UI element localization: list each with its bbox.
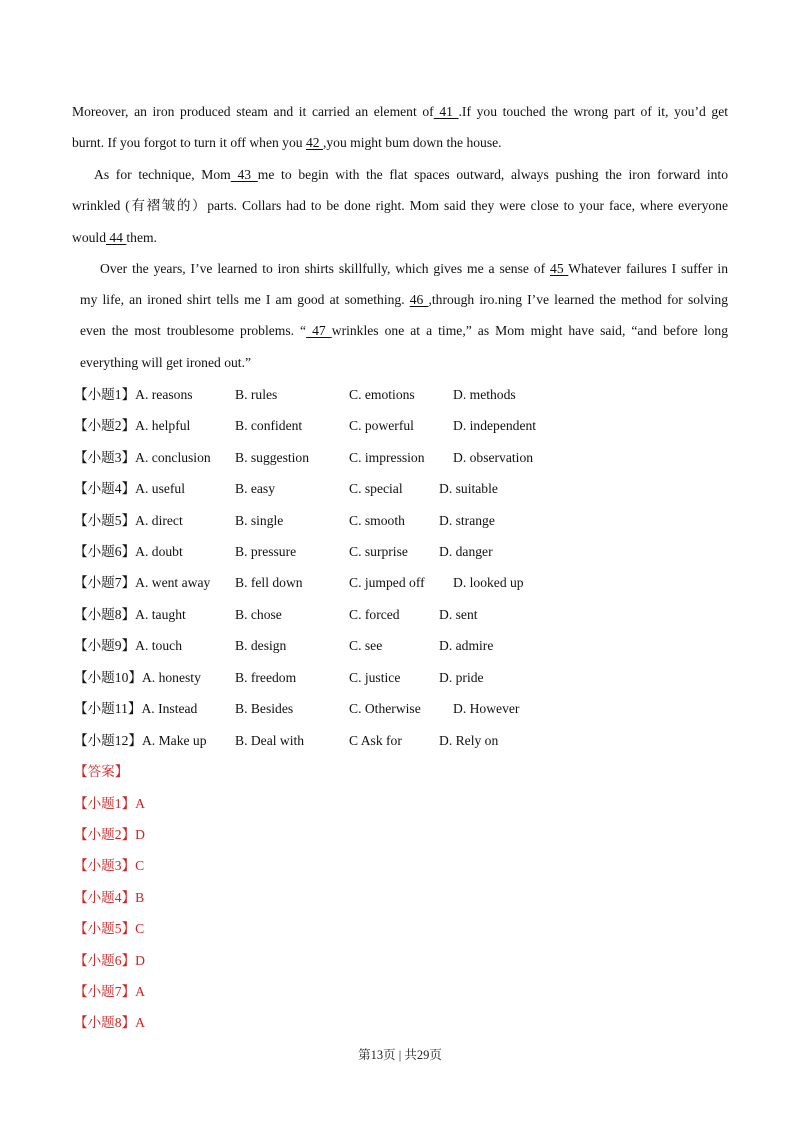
question-option-c: C. impression (349, 450, 425, 465)
answer-item: 【小题4】B (74, 890, 145, 905)
answer-item: 【小题7】A (74, 984, 145, 999)
question-option-b: B. Deal with (235, 733, 305, 748)
question-option-a: 【小题6】A. doubt (74, 544, 183, 559)
question-option-b: B. single (235, 513, 284, 528)
passage-text: wrinkled (有褶皱的）parts. Collars had to be done right. Mom said they were close to your face, where everyone (72, 198, 728, 213)
question-option-a: 【小题8】A. taught (74, 607, 186, 622)
passage-text: would (72, 230, 106, 245)
page-number: 第13页 | 共29页 (358, 1048, 442, 1062)
passage-text: Whatever failures I suffer in (568, 261, 728, 276)
answer-item: 【小题5】C (74, 921, 145, 936)
question-option-c: C. forced (349, 607, 400, 622)
question-option-a: 【小题2】A. helpful (74, 418, 191, 433)
passage-line-3 (94, 165, 728, 185)
question-option-c: C. jumped off (349, 575, 425, 590)
passage-line-5 (72, 228, 157, 248)
question-option-a: 【小题10】A. honesty (74, 670, 201, 685)
question-option-c: C. emotions (349, 387, 415, 402)
question-option-c: C. special (349, 481, 403, 496)
passage-text: everything will get ironed out.” (80, 355, 252, 370)
blank-47: 47 (306, 323, 332, 338)
question-option-c: C. powerful (349, 418, 414, 433)
question-option-a: 【小题1】A. reasons (74, 387, 193, 402)
passage-text: even the most troublesome problems. “ (80, 323, 307, 338)
answer-item: 【小题1】A (74, 796, 145, 811)
passage-line-9 (80, 353, 251, 373)
passage-line-1 (72, 102, 728, 122)
passage-text: ,you might bum down the house. (322, 135, 502, 150)
question-option-d: D. sent (439, 607, 478, 622)
passage-line-6 (100, 259, 728, 279)
passage-line-8 (80, 321, 728, 341)
passage-text: wrinkles one at a time,” as Mom might have said, “and before long (331, 323, 729, 338)
question-option-d: D. danger (439, 544, 493, 559)
passage-text: Moreover, an iron produced steam and it carried an element of (72, 104, 434, 119)
passage-text: ,through iro.ning I’ve learned the method for solving (428, 292, 728, 307)
question-option-d: D. pride (439, 670, 484, 685)
question-option-a: 【小题4】A. useful (74, 481, 186, 496)
question-option-c: C. surprise (349, 544, 408, 559)
question-option-c: C. justice (349, 670, 401, 685)
passage-line-2 (72, 133, 502, 153)
question-option-a: 【小题9】A. touch (74, 638, 182, 653)
passage-text: burnt. If you forgot to turn it off when you (72, 135, 306, 150)
question-option-d: D. observation (453, 450, 534, 465)
blank-42: 42 (305, 135, 323, 150)
question-option-b: B. suggestion (235, 450, 310, 465)
passage-text: my life, an ironed shirt tells me I am good at something. (80, 292, 410, 307)
answer-item: 【小题3】C (74, 858, 145, 873)
question-option-d: D. Rely on (439, 733, 499, 748)
question-option-c: C. Otherwise (349, 701, 421, 716)
blank-46: 46 (409, 292, 429, 307)
passage-line-4 (72, 196, 728, 216)
question-option-a: 【小题3】A. conclusion (74, 450, 211, 465)
question-option-b: B. rules (235, 387, 278, 402)
blank-41: 41 (433, 104, 459, 119)
question-option-d: D. looked up (453, 575, 524, 590)
answer-item: 【小题6】D (74, 953, 145, 968)
question-option-c: C. see (349, 638, 383, 653)
question-option-a: 【小题7】A. went away (74, 575, 211, 590)
question-option-b: B. confident (235, 418, 303, 433)
question-option-d: D. strange (439, 513, 495, 528)
passage-text: As for technique, Mom (94, 167, 231, 182)
blank-43: 43 (230, 167, 258, 182)
question-option-d: D. suitable (439, 481, 498, 496)
question-option-b: B. Besides (235, 701, 294, 716)
passage-line-7 (80, 290, 728, 310)
question-option-a: 【小题5】A. direct (74, 513, 183, 528)
question-option-d: D. However (453, 701, 520, 716)
passage-text: me to begin with the flat spaces outward, always pushing the iron forward into (257, 167, 728, 182)
question-option-c: C Ask for (349, 733, 402, 748)
passage-text: .If you touched the wrong part of it, you’d get (458, 104, 728, 119)
question-option-a: 【小题11】A. Instead (74, 701, 198, 716)
question-option-b: B. freedom (235, 670, 297, 685)
question-option-c: C. smooth (349, 513, 405, 528)
question-option-b: B. pressure (235, 544, 297, 559)
question-option-d: D. methods (453, 387, 516, 402)
question-option-d: D. admire (439, 638, 494, 653)
question-option-b: B. easy (235, 481, 276, 496)
answer-item: 【小题2】D (74, 827, 145, 842)
question-option-b: B. fell down (235, 575, 303, 590)
blank-44: 44 (105, 230, 127, 245)
question-option-b: B. design (235, 638, 287, 653)
passage-text: them. (126, 230, 157, 245)
question-option-a: 【小题12】A. Make up (74, 733, 207, 748)
question-option-b: B. chose (235, 607, 282, 622)
blank-45: 45 (550, 261, 569, 276)
question-option-d: D. independent (453, 418, 537, 433)
answer-heading: 【答案】 (74, 764, 129, 779)
answer-item: 【小题8】A (74, 1015, 145, 1030)
passage-text: Over the years, I’ve learned to iron shirts skillfully, which gives me a sense of (100, 261, 551, 276)
